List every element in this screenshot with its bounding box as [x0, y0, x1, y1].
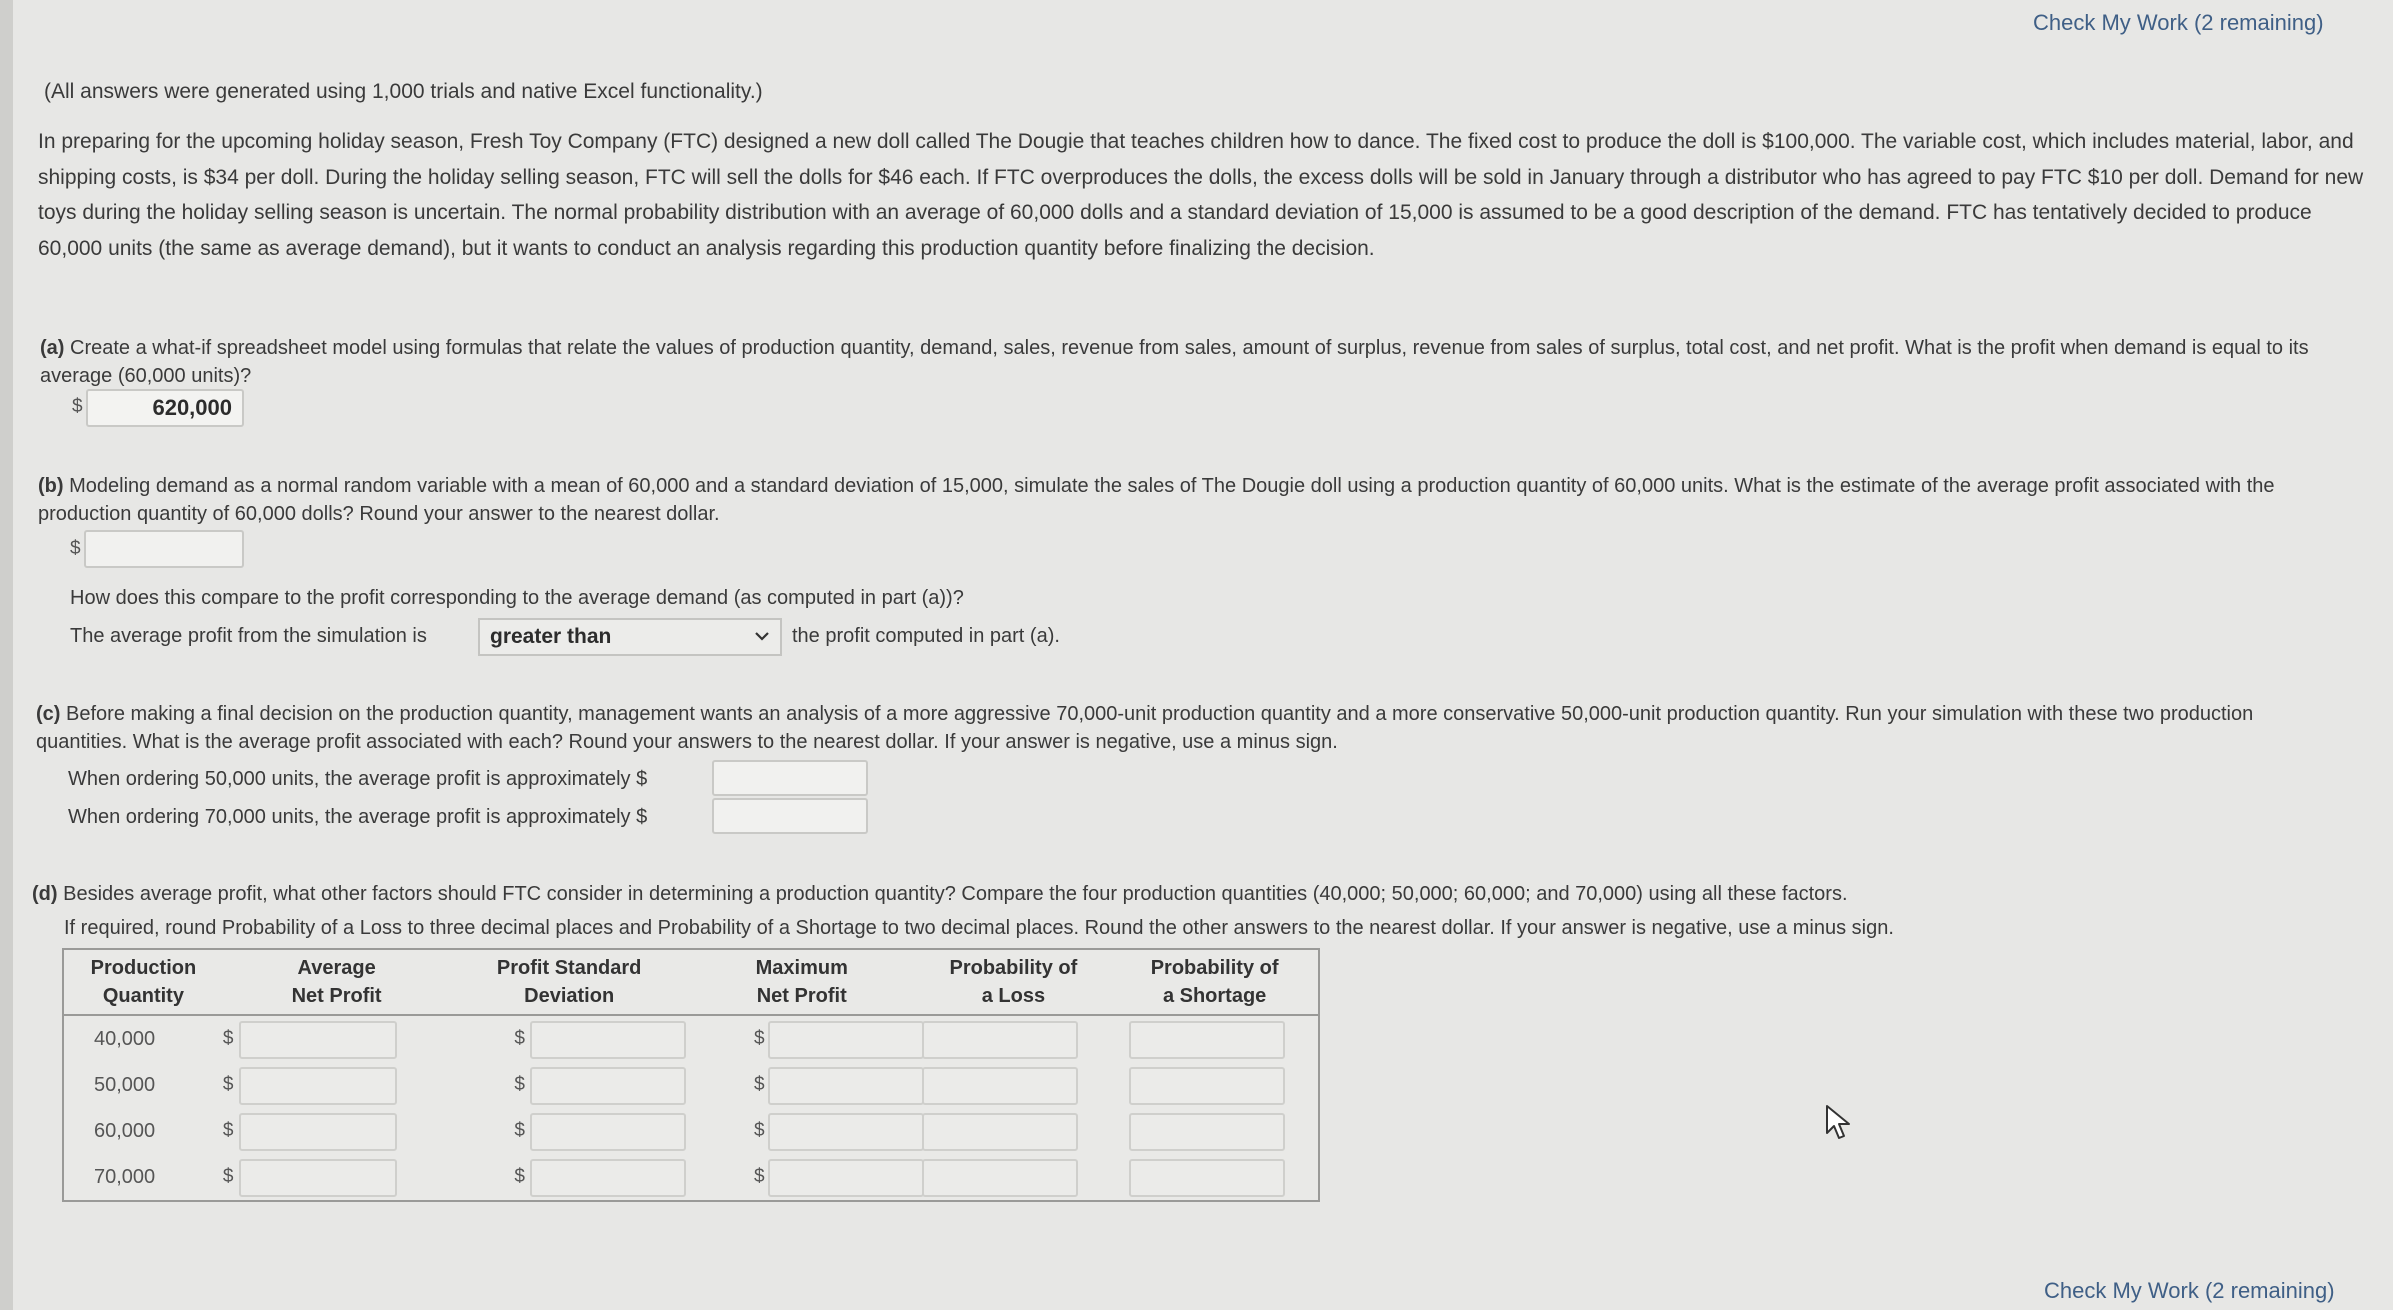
problem-intro: In preparing for the upcoming holiday season, Fresh Toy Company (FTC) designed a new doll called The Dougie that teaches children how to dance. The fixed cost to produce the doll is $100,000. The variable cost, which includes material, labor, and shipping costs, is $34 per doll. During the holiday selling season, FTC will sell the dolls for $46 each. If FTC overproduces the dolls, the excess dolls will be sold in January through a distributor who has agreed to pay FTC $10 per doll. Demand for new toys during the holiday selling season is uncertain. The normal probability distribution with an average of 60,000 dolls and a standard deviation of 15,000 is assumed to be a good description of the demand. FTC has tentatively decided to produce 60,000 units (the same as average demand), but it wants to conduct an analysis regarding this production quantity before finalizing the decision.: [38, 130, 2364, 260]
probability-shortage-input[interactable]: [1129, 1021, 1285, 1059]
probability-shortage-input[interactable]: [1129, 1067, 1285, 1105]
chevron-down-icon: [754, 620, 770, 665]
probability-loss-input[interactable]: [922, 1113, 1078, 1151]
average-net-profit-input[interactable]: [239, 1067, 397, 1105]
currency-sign: $: [753, 1120, 765, 1141]
header-probability-loss: Probability of a Loss: [916, 949, 1112, 1015]
currency-sign: $: [222, 1074, 234, 1095]
probability-loss-input[interactable]: [922, 1067, 1078, 1105]
maximum-net-profit-input[interactable]: [768, 1021, 924, 1059]
part-d-question: [32, 880, 2332, 908]
left-edge-strip: [0, 0, 13, 1310]
part-d-text: Besides average profit, what other factors should FTC consider in determining a production quantity? Compare the four production quantities (40,000; 50,000; 60,000; and 70,000) using all these factors.: [63, 883, 1848, 905]
profit-std-dev-input[interactable]: [530, 1021, 686, 1059]
part-c-letter: (c): [36, 703, 61, 725]
maximum-net-profit-input[interactable]: [768, 1159, 924, 1197]
part-a-letter: (a): [40, 337, 65, 359]
header-profit-std-dev: Profit Standard Deviation: [450, 949, 688, 1015]
currency-sign: $: [753, 1166, 765, 1187]
profit-std-dev-input[interactable]: [530, 1067, 686, 1105]
part-b-text: Modeling demand as a normal random variable with a mean of 60,000 and a standard deviation of 15,000, simulate the sales of The Dougie doll using a production quantity of 60,000 units. What is the estimate of the average profit associated with the production quantity of 60,000 dolls? Round your answer to the nearest dollar.: [38, 475, 2275, 525]
table-row: [63, 1108, 1319, 1154]
part-b-compare-suffix: the profit computed in part (a).: [792, 625, 1060, 647]
row-quantity: 50,000: [94, 1073, 156, 1096]
table-row: [63, 1062, 1319, 1108]
currency-sign: $: [753, 1028, 765, 1049]
part-b-currency: $: [70, 538, 81, 559]
currency-sign: $: [222, 1166, 234, 1187]
comparison-dropdown-value: greater than: [490, 625, 612, 648]
part-c-text: Before making a final decision on the production quantity, management wants an analysis of a more aggressive 70,000-unit production quantity and a more conservative 50,000-unit production quantity. Run your simulation with these two production quantities. What is the average profit associated with each? Round your answers to the nearest dollar. If your answer is negative, use a minus sign.: [36, 703, 2254, 753]
probability-shortage-input[interactable]: [1129, 1113, 1285, 1151]
currency-sign: $: [753, 1074, 765, 1095]
mouse-pointer-icon: [1824, 1103, 1854, 1148]
part-c-line-50000: When ordering 50,000 units, the average profit is approximately $: [68, 768, 648, 790]
row-quantity: 60,000: [94, 1119, 156, 1142]
average-net-profit-input[interactable]: [239, 1113, 397, 1151]
maximum-net-profit-input[interactable]: [768, 1067, 924, 1105]
comparison-dropdown[interactable]: [478, 618, 782, 656]
currency-sign: $: [514, 1074, 525, 1095]
generation-note: (All answers were generated using 1,000 trials and native Excel functionality.): [44, 80, 763, 103]
part-a-question: [40, 334, 2330, 390]
table-header-row: [63, 949, 1319, 1015]
part-a-currency: $: [72, 396, 83, 417]
average-net-profit-input[interactable]: [239, 1159, 397, 1197]
currency-sign: $: [222, 1120, 234, 1141]
table-row: [63, 1015, 1319, 1062]
average-net-profit-input[interactable]: [239, 1021, 397, 1059]
profit-std-dev-input[interactable]: [530, 1159, 686, 1197]
currency-sign: $: [514, 1166, 525, 1187]
part-d-letter: (d): [32, 883, 58, 905]
part-a-answer-field[interactable]: 620,000: [86, 389, 244, 427]
profit-std-dev-input[interactable]: [530, 1113, 686, 1151]
part-b-compare-prefix: The average profit from the simulation is: [70, 625, 427, 647]
part-d-instructions: If required, round Probability of a Loss to three decimal places and Probability of a Shortage to two decimal places. Round the other answers to the nearest dollar. If your answer is negative, use a minus sign.: [64, 917, 1894, 939]
currency-sign: $: [514, 1028, 525, 1049]
part-b-average-profit-input[interactable]: [84, 530, 244, 568]
comparison-table: [62, 948, 1320, 1202]
part-c-50000-input[interactable]: [712, 760, 868, 796]
probability-loss-input[interactable]: [922, 1021, 1078, 1059]
part-c-70000-input[interactable]: [712, 798, 868, 834]
row-quantity: 40,000: [94, 1027, 156, 1050]
table-row: [63, 1154, 1319, 1201]
check-my-work-link-top[interactable]: Check My Work (2 remaining): [2033, 10, 2324, 35]
header-maximum-net-profit: Maximum Net Profit: [688, 949, 916, 1015]
currency-sign: $: [514, 1120, 525, 1141]
check-my-work-link-bottom[interactable]: Check My Work (2 remaining): [2044, 1278, 2335, 1303]
header-production-quantity: Production Quantity: [63, 949, 223, 1015]
probability-shortage-input[interactable]: [1129, 1159, 1285, 1197]
header-average-net-profit: Average Net Profit: [223, 949, 451, 1015]
part-b-question: [38, 472, 2328, 528]
probability-loss-input[interactable]: [922, 1159, 1078, 1197]
part-b-compare-question: How does this compare to the profit corresponding to the average demand (as computed in part (a))?: [70, 587, 964, 609]
part-b-letter: (b): [38, 475, 64, 497]
part-c-line-70000: When ordering 70,000 units, the average profit is approximately $: [68, 806, 648, 828]
part-c-question: [36, 700, 2346, 756]
header-probability-shortage: Probability of a Shortage: [1111, 949, 1319, 1015]
maximum-net-profit-input[interactable]: [768, 1113, 924, 1151]
currency-sign: $: [222, 1028, 234, 1049]
part-a-text: Create a what-if spreadsheet model using formulas that relate the values of production quantity, demand, sales, revenue from sales, amount of surplus, revenue from sales of surplus, total cost, and net profit. What is the profit when demand is equal to its average (60,000 units)?: [40, 337, 2309, 387]
row-quantity: 70,000: [94, 1165, 156, 1188]
